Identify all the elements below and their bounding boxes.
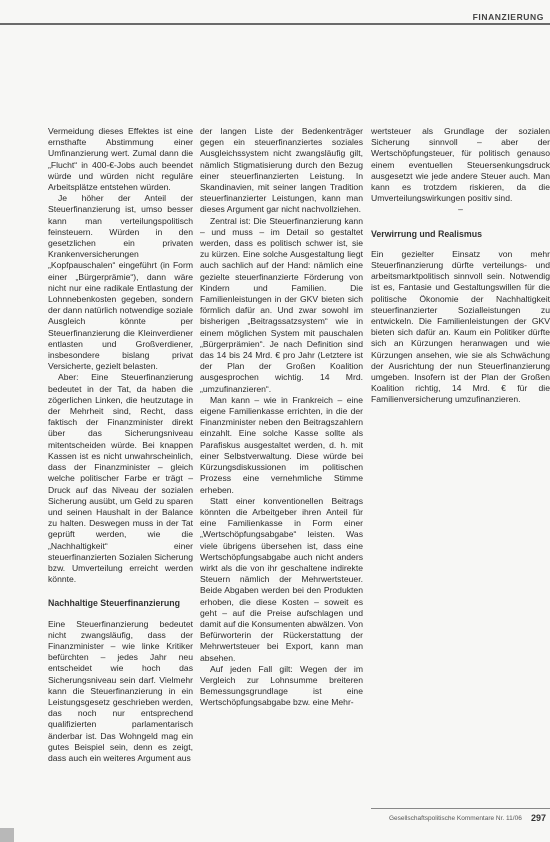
column-3 [371,126,550,406]
paragraph: Auf jeden Fall gilt: Wegen der im Vergleich zur Lohnsumme breiteren Bemessungsgrundlage ist eine Wertschöpfungsabgabe bzw. eine Mehr- [200,663,363,708]
page-footer [371,808,550,828]
paragraph: Ein gezielter Einsatz von mehr Steuerfinanzierung dürfte verteilungs- und arbeitsmarktpolitisch sinnvoll sein. Notwendig ist es, Fantasie und Gestaltungswillen für die politische Ökonomie der Nachhaltigkeit steuerfinanzierter Sozialleistungen zu entwickeln. Die Familienleistungen der GKV bieten sich dafür an. Kaum ein Politiker dürfte sich an Kürzungen heranwagen und wie Kürzungen ansehen, wie sie als Schwächung der Ausrichtung der nun Steuerfinanzierung umgeben. Insofern ist der Plan der Großen Koalition richtig, 14 Mrd. € für die Familienversicherung umzufinanzieren. [371,248,550,405]
paragraph: Vermeidung dieses Effektes ist eine ernsthafte Abstimmung einer Umfinanzierung wert. Zumal dann die „Flucht“ in 400-€-Jobs auch beendet würde und würden nicht reguläre Arbeitsplätze entstehen würden. [48,126,193,193]
journal-name: Gesellschaftspolitische Kommentare Nr. 11/06 [389,815,522,822]
column-2 [200,126,363,709]
section-heading: Nachhaltige Steuerfinanzierung [48,598,180,609]
separator-dash: – [458,204,463,215]
paragraph: der langen Liste der Bedenkenträger gegen ein steuerfinanziertes soziales Ausgleichssystem nicht zwangsläufig gilt, nämlich Stigmatisierung durch den Bezug einer steuerfinanzierten Leistung. In Skandinavien, mit seiner langen Tradition steuerfinanzierter Leistungen, kann man dieses Argument gar nicht nachvollziehen. [200,126,363,215]
paragraph: wertsteuer als Grundlage der sozialen Sicherung sinnvoll – aber der Wertschöpfungsteuer, für politisch genauso einem eventuellen Steuersenkungsdruck ausgesetzt wie jede andere Steuer auch. Man kann es trotzdem riskieren, da die Umverteilungswirkungen positiv sind. [371,126,550,204]
paragraph: Je höher der Anteil der Steuerfinanzierung ist, umso besser kann man verteilungspolitisch feinsteuern. Würden in den gesetzlichen ein privaten Krankenversicherungen „Kopfpauschalen“ eingeführt (in Form einer „Bürgerprämie“), dann wäre nicht nur eine radikale Entlastung der Lohnnebenkosten gegeben, sondern der dann natürlich notwendige soziale Ausgleich könnte per Steuerfinanzierung die Kleinverdiener entlasten und Großverdiener, insbesondere bislang privat Versicherte, gezielt belasten. [48,193,193,372]
page-number: 297 [530,813,546,823]
paragraph: Zentral ist: Die Steuerfinanzierung kann – und muss – im Detail so gestaltet werden, dass es politisch schwer ist, sie zu kürzen. Eine solche Ausgestaltung liegt auch sachlich auf der Hand: nämlich eine gezielte steuerfinanzierte Förderung von Kindern und Familien. Die Familienleistungen in der GKV bieten sich förmlich dafür an. Und zwar sowohl im bisherigen „Beitragssatzsystem“ wie in einem möglichen System mit pauschalen „Bürgerprämien“. Je nach Definition sind das 14 bis 24 Mrd. € pro Jahr (Letztere ist der Plan der Großen Koalition ausgesprochen wichtig. 14 Mrd. „umzufinanzieren“. [200,215,363,394]
paragraph: Man kann – wie in Frankreich – eine eigene Familienkasse errichten, in die der Finanzminister neben den Beitragszahlern einzahlt. Eine solche Kasse sollte als Parafiskus ausgestaltet werden, d. h. mit einer Selbstverwaltung. Diese würde bei Kürzungsdiskussionen im politischen Prozess eine vernehmliche Stimme erheben. [200,394,363,495]
paragraph: Statt einer konventionellen Beitrags könnten die Arbeitgeber ihren Anteil für eine Familienkasse in Form einer „Wertschöpfungsabgabe“ leisten. Was viele übrigens übersehen ist, dass eine Wertschöpfungsabgabe auch nicht anders wirkt als die von ihr geschaltene indirekte Steuern nämlich der Mehrwertsteuer. Beide Abgaben werden bei den Produkten erhoben, die diese Kosten – soweit es geht – auf die Preise aufschlagen und damit auf die Konsumenten abwälzen. Von Befürworterin der Rückerstattung der Mehrwertsteuer bei Export, kann man absehen. [200,495,363,663]
header-rule [0,23,550,25]
section-title: FINANZIERUNG [472,12,544,22]
column-1 [48,126,193,764]
paragraph: Aber: Eine Steuerfinanzierung bedeutet in der Tat, da haben die zögerlichen Linken, die heutzutage in der Mehrheit sind, Recht, dass faktisch der Finanzminister direkt über das Sicherungsniveau mitentscheiden würde. Bei knappen Kassen ist es nicht unwahrscheinlich, dass der Finanzminister – gleich welche politischer Farbe er trägt – Druck auf das Niveau der sozialen Sicherung ausübt, um Geld zu sparen und seinen Haushalt in der Balance zu halten. Deswegen muss in der Tat geprüft werden, wie die „Nachhaltigkeit“ einer steuerfinanzierten Sozialen Sicherung bzw. Umverteilung erreicht werden könnte. [48,372,193,585]
footer-rule [371,808,550,809]
paragraph: Eine Steuerfinanzierung bedeutet nicht zwangsläufig, dass der Finanzminister – wie linke Kritiker befürchten – jedes Jahr neu entscheidet wie hoch das Sicherungsniveau sein darf. Vielmehr kann die Steuerfinanzierung in ein Leistungsgesetz geschrieben werden, das noch nur entsprechend qualifizierten parlamentarisch änderbar ist. Das Wohngeld mag ein gutes Beispiel sein, denn es zeigt, dass auch ein weiteres Argument aus [48,618,193,763]
section-heading: Verwirrung und Realismus [371,228,482,239]
scan-corner-mark [0,828,14,842]
